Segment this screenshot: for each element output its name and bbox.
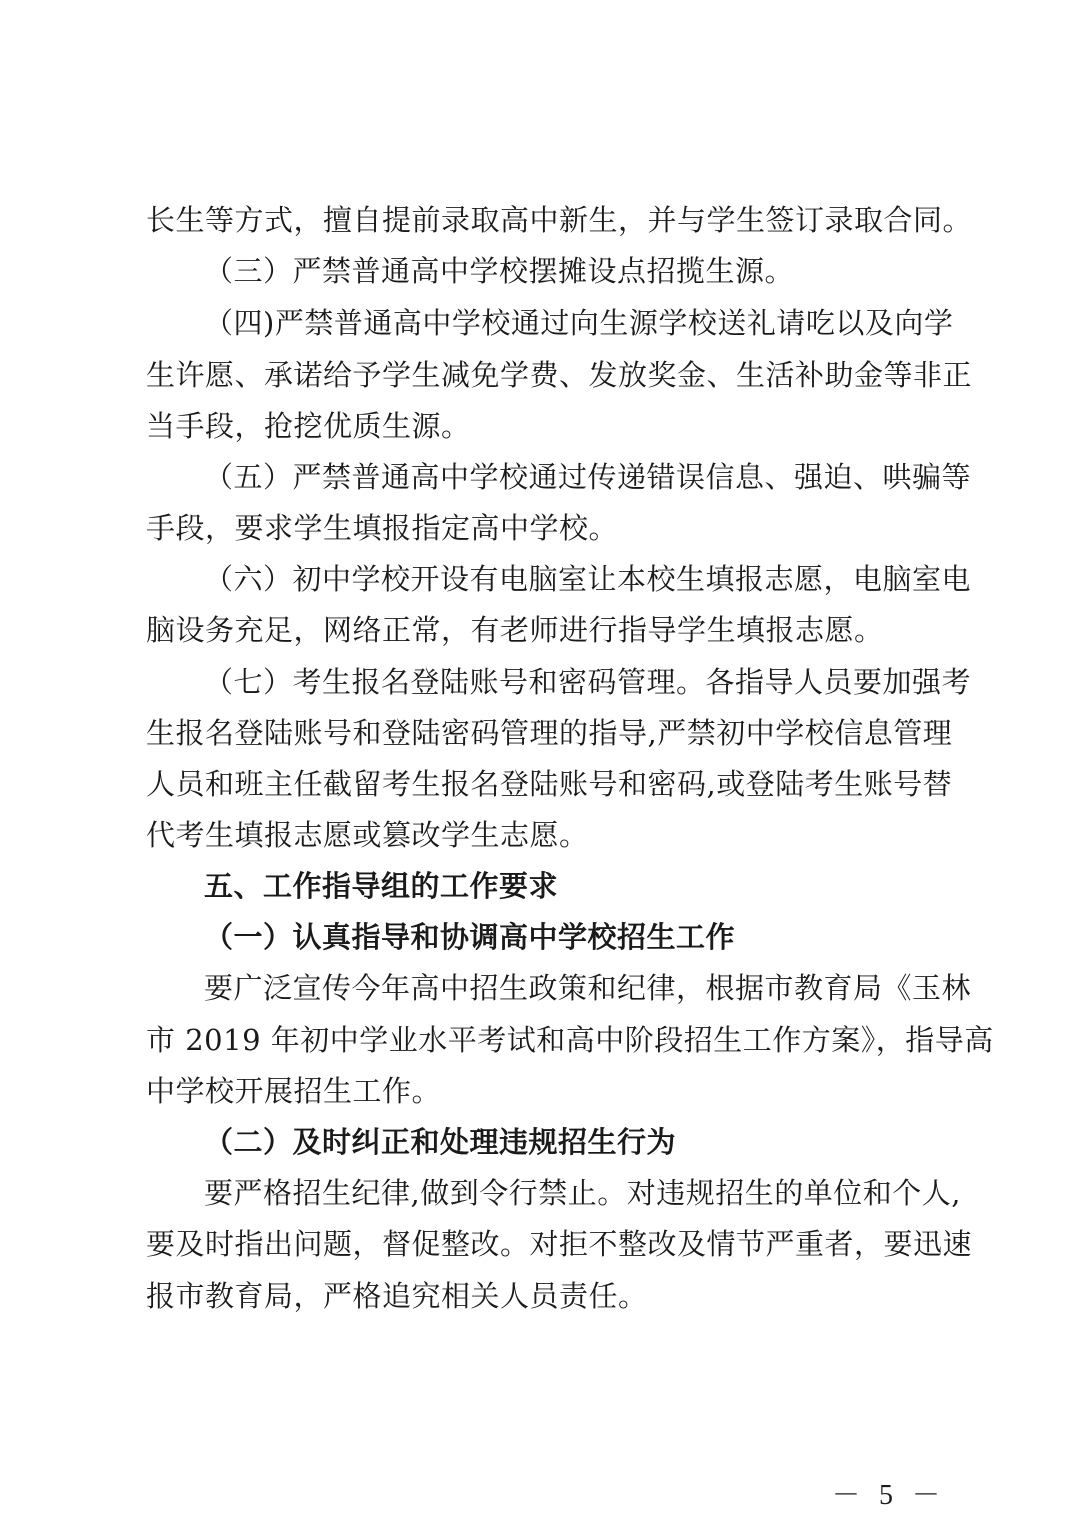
body-line: 要严格招生纪律,做到令行禁止。对违规招生的单位和个人, — [204, 1176, 961, 1210]
subsection-heading: （一）认真指导和协调高中学校招生工作 — [204, 920, 736, 954]
section-heading: 五、工作指导组的工作要求 — [204, 869, 559, 903]
section-item-6: （六）初中学校开设有电脑室让本校生填报志愿，电脑室电 — [204, 562, 972, 596]
body-line: 报市教育局，严格追究相关人员责任。 — [146, 1279, 648, 1313]
section-item-4: （四)严禁普通高中学校通过向生源学校送礼请吃以及向学 — [204, 306, 954, 340]
body-line: 生报名登陆账号和登陆密码管理的指导,严禁初中学校信息管理 — [146, 716, 953, 750]
body-line: 当手段，抢挖优质生源。 — [146, 409, 471, 443]
page-number: － 5 － — [831, 1480, 946, 1511]
body-line: 生许愿、承诺给予学生减免学费、发放奖金、生活补助金等非正 — [146, 358, 973, 392]
body-line: 市 2019 年初中学业水平考试和高中阶段招生工作方案》，指导高 — [146, 1023, 994, 1057]
subsection-heading: （二）及时纠正和处理违规招生行为 — [204, 1125, 677, 1159]
body-line: 脑设务充足，网络正常，有老师进行指导学生填报志愿。 — [146, 613, 884, 647]
body-line: 要广泛宣传今年高中招生政策和纪律，根据市教育局《玉林 — [204, 971, 972, 1005]
body-line: 要及时指出问题，督促整改。对拒不整改及情节严重者，要迅速 — [146, 1227, 973, 1261]
body-line: 人员和班主任截留考生报名登陆账号和密码,或登陆考生账号替 — [146, 767, 953, 801]
body-line: 长生等方式，擅自提前录取高中新生，并与学生签订录取合同。 — [146, 203, 973, 237]
section-item-5: （五）严禁普通高中学校通过传递错误信息、强迫、哄骗等 — [204, 460, 972, 494]
section-item-7: （七）考生报名登陆账号和密码管理。各指导人员要加强考 — [204, 665, 972, 699]
body-line: 手段，要求学生填报指定高中学校。 — [146, 511, 619, 545]
section-item-3: （三）严禁普通高中学校摆摊设点招揽生源。 — [204, 254, 795, 288]
body-line: 代考生填报志愿或篡改学生志愿。 — [146, 818, 589, 852]
body-line: 中学校开展招生工作。 — [146, 1074, 442, 1108]
